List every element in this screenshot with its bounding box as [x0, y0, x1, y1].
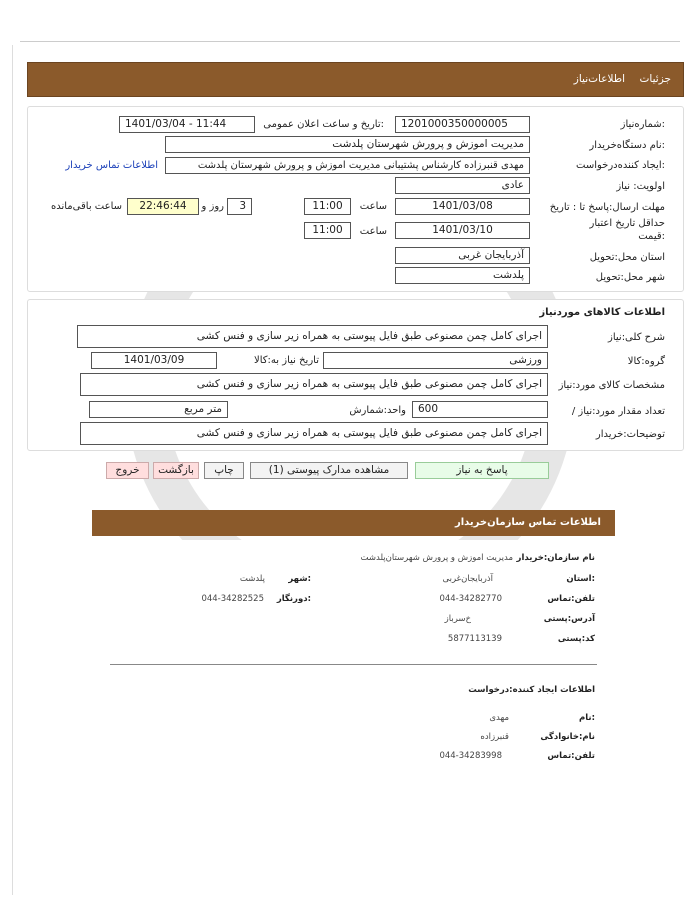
- creator-family-value: قنبرزاده: [480, 732, 509, 742]
- announce-field: 1401/03/04 - 11:44: [119, 116, 255, 133]
- group-label: گروه:کالا: [627, 356, 665, 367]
- deadline-time-label: ساعت: [359, 201, 387, 212]
- contact-postal-label: کد:پستی: [557, 634, 595, 644]
- request-info-panel: [27, 106, 684, 292]
- need-number-field: 1201000350000005: [395, 116, 530, 133]
- creator-name-value: مهدی: [489, 713, 509, 723]
- contact-address-value: خ‌سرباز: [444, 614, 471, 624]
- priority-field: عادی: [395, 177, 530, 194]
- notes-field: اجرای کامل چمن مصنوعی طبق فایل پیوستی به همراه زیر سازی و فنس کشی: [80, 422, 548, 445]
- creator-field: مهدی قنبرزاده کارشناس پشتیبانی مدیریت اموزش و پرورش شهرستان پلدشت: [165, 157, 530, 174]
- contact-address-label: آدرس:پستی: [543, 614, 595, 624]
- contact-phone-value: 044-34282770: [439, 594, 502, 604]
- back-button[interactable]: بازگشت: [153, 462, 199, 479]
- left-divider: [12, 45, 13, 895]
- top-divider: [20, 41, 680, 42]
- summary-field: اجرای کامل چمن مصنوعی طبق فایل پیوستی به همراه زیر سازی و فنس کشی: [77, 325, 548, 348]
- creator-section-title: اطلاعات ایجاد کننده:درخواست: [468, 685, 595, 695]
- tab-details[interactable]: جزئیات: [639, 73, 671, 85]
- contact-org-label: نام سازمان:خریدار: [516, 553, 595, 563]
- unit-field: متر مربع: [89, 401, 228, 418]
- goods-section-title: اطلاعات کالاهای موردنیاز: [539, 307, 665, 318]
- buyer-org-label: نام دستگاه‌خریدار:: [589, 140, 665, 151]
- qty-label: / تعداد مقدار مورد:نیاز: [571, 406, 665, 417]
- remaining-time-field: 22:46:44: [127, 198, 199, 215]
- attachments-button[interactable]: مشاهده مدارک پیوستی (1): [250, 462, 408, 479]
- creator-phone-value: 044-34283998: [439, 751, 502, 761]
- buyer-org-field: مدیریت اموزش و پرورش شهرستان پلدشت: [165, 136, 530, 153]
- contact-divider: [110, 664, 597, 665]
- deadline-date-field: 1401/03/08: [395, 198, 530, 215]
- qty-field: 600: [412, 401, 548, 418]
- validity-label-2: قیمت:: [638, 231, 665, 242]
- contact-province-value: آذربایجان‌غربی: [442, 574, 493, 584]
- contact-title: اطلاعات تماس سازمان‌خریدار: [454, 517, 601, 528]
- days-field: 3: [227, 198, 252, 215]
- priority-label: اولویت: نیاز: [616, 181, 665, 192]
- province-label: استان محل:تحویل: [589, 252, 665, 263]
- unit-label: واحد:شمارش: [349, 405, 406, 416]
- contact-postal-value: 5877113139: [447, 634, 502, 644]
- contact-org-value: مدیریت اموزش و پرورش شهرستان‌پلدشت: [360, 553, 513, 563]
- remaining-label: ساعت باقی‌مانده: [50, 201, 122, 212]
- need-number-label: شماره‌نیاز:: [620, 119, 665, 130]
- deadline-label: مهلت ارسال:پاسخ تا : تاریخ: [549, 202, 665, 213]
- summary-label: شرح کلی:نیاز: [608, 332, 665, 343]
- group-field: ورزشی: [323, 352, 548, 369]
- contact-province-label: استان:: [566, 574, 595, 584]
- creator-label: ایجاد کننده‌درخواست:: [576, 160, 665, 171]
- contact-city-value: پلدشت: [239, 574, 265, 584]
- validity-time-label: ساعت: [359, 226, 387, 237]
- city-field: پلدشت: [395, 267, 530, 284]
- validity-time-field: 11:00: [304, 222, 351, 239]
- validity-label-1: حداقل تاریخ اعتبار: [589, 218, 665, 229]
- buyer-contact-link[interactable]: اطلاعات تماس خریدار: [65, 160, 158, 171]
- contact-fax-label: دورنگار:: [276, 594, 311, 604]
- validity-date-field: 1401/03/10: [395, 222, 530, 239]
- province-field: آذربایجان غربی: [395, 247, 530, 264]
- need-date-field: 1401/03/09: [91, 352, 217, 369]
- days-label: روز و: [201, 201, 224, 212]
- spec-field: اجرای کامل چمن مصنوعی طبق فایل پیوستی به همراه زیر سازی و فنس کشی: [80, 373, 548, 396]
- city-label: شهر محل:تحویل: [595, 272, 665, 283]
- notes-label: توضیحات:خریدار: [595, 429, 665, 440]
- creator-phone-label: تلفن:تماس: [547, 751, 595, 761]
- reply-button[interactable]: پاسخ به نیاز: [415, 462, 549, 479]
- need-date-label: تاریخ نیاز به:کالا: [254, 355, 319, 366]
- contact-city-label: شهر:: [288, 574, 311, 584]
- contact-fax-value: 044-34282525: [201, 594, 264, 604]
- contact-header: [92, 510, 615, 536]
- spec-label: مشخصات کالای مورد:نیاز: [558, 380, 665, 391]
- exit-button[interactable]: خروج: [106, 462, 149, 479]
- print-button[interactable]: چاپ: [204, 462, 244, 479]
- contact-phone-label: تلفن:تماس: [547, 594, 595, 604]
- announce-label: تاریخ و ساعت اعلان عمومی:: [263, 119, 384, 130]
- tab-need-info[interactable]: اطلاعات‌نیاز: [573, 73, 625, 85]
- creator-name-label: نام:: [578, 713, 595, 723]
- creator-family-label: نام:خانوادگی: [540, 732, 595, 742]
- tab-bar: [27, 62, 684, 97]
- deadline-time-field: 11:00: [304, 198, 351, 215]
